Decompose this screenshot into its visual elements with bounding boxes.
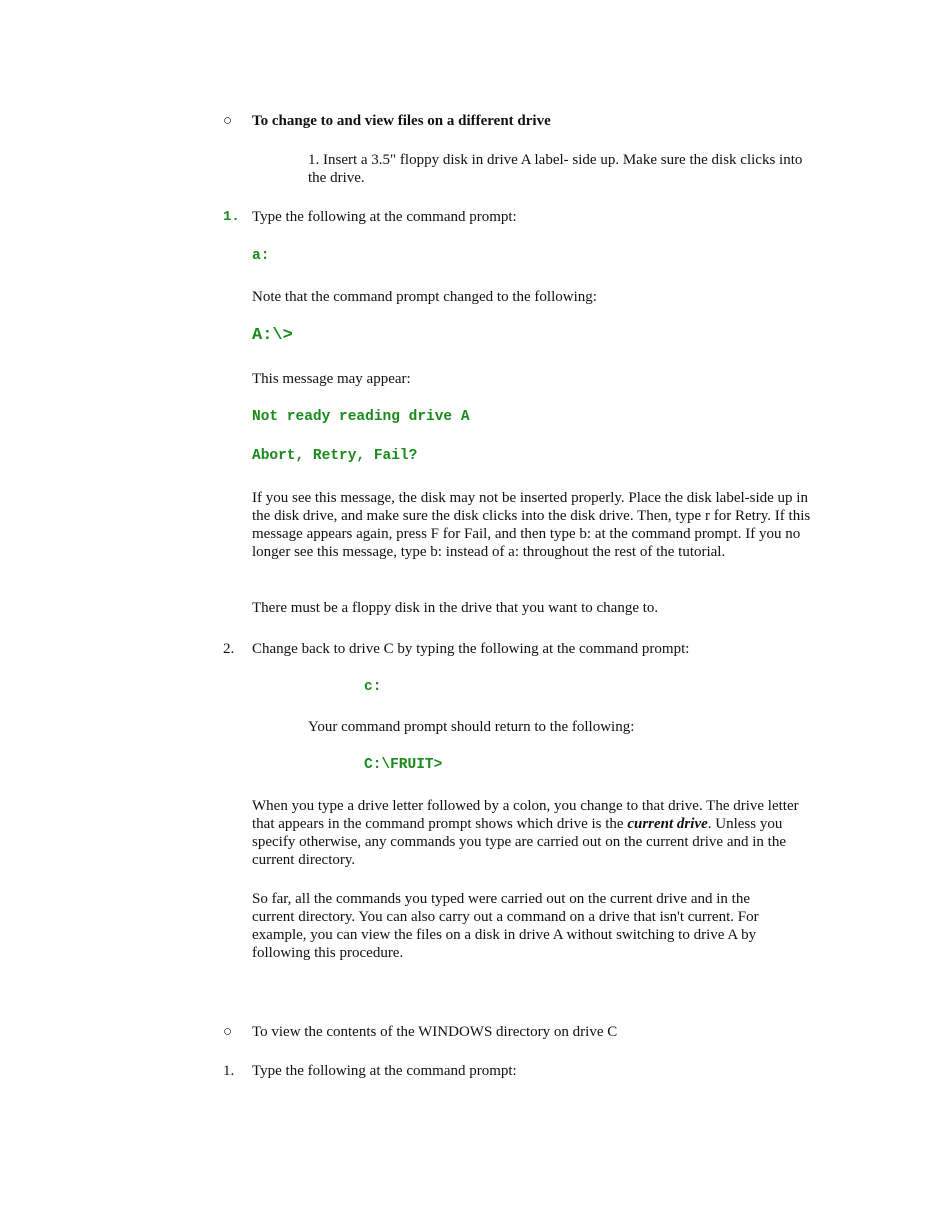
- step-text: Change back to drive C by typing the following at the command prompt:: [252, 641, 690, 657]
- bullet-circle: ○: [223, 113, 233, 129]
- message-intro: This message may appear:: [252, 371, 411, 387]
- note-text: Note that the command prompt changed to the following:: [252, 289, 597, 305]
- paragraph-text: When you type a drive letter followed by a colon, you change to that drive. The drive letter that appears in the command prompt shows which drive is the: [252, 798, 799, 832]
- prompt-result: C:\FRUIT>: [364, 757, 443, 773]
- drive-explanation-paragraph: [252, 797, 814, 869]
- step-text: Type the following at the command prompt:: [252, 209, 517, 225]
- explanation-paragraph: If you see this message, the disk may not be inserted properly. Place the disk label-side up in the disk drive, and make sure the disk clicks into the disk drive. Then, type r for Retry. If this message appears again, press F for Fail, and then type b: at the command prompt. If you no longer see this message, type b: instead of a: throughout the rest of the tutorial.: [252, 490, 811, 560]
- step-text: Type the following at the command prompt:: [252, 1063, 517, 1079]
- section-heading: To view the contents of the WINDOWS directory on drive C: [252, 1024, 618, 1040]
- so-far-paragraph: So far, all the commands you typed were carried out on the current drive and in the current directory. You can also carry out a command on a drive that isn't current. For example, you can view the files on a disk in drive A without switching to drive A by following this procedure.: [252, 891, 759, 961]
- return-note: Your command prompt should return to the following:: [308, 719, 635, 735]
- sub-step-text: 1. Insert a 3.5" floppy disk in drive A label- side up. Make sure the disk clicks into the drive.: [308, 152, 803, 186]
- error-message-line1: Not ready reading drive A: [252, 409, 470, 425]
- command-text: c:: [364, 679, 382, 695]
- command-text: a:: [252, 248, 270, 264]
- step-number: 2.: [223, 641, 235, 657]
- current-drive-term: current drive: [627, 816, 708, 832]
- paragraph-text: . Unless you specify otherwise, any commands you type are carried out on the current drive and in the current directory.: [252, 816, 786, 868]
- bullet-circle: ○: [223, 1024, 233, 1040]
- prompt-result: A:\>: [252, 326, 293, 345]
- floppy-note: There must be a floppy disk in the drive that you want to change to.: [252, 600, 659, 616]
- section-heading: To change to and view files on a different drive: [252, 113, 551, 129]
- error-message-line2: Abort, Retry, Fail?: [252, 448, 418, 464]
- step-number: 1.: [223, 1063, 235, 1079]
- step-number: 1.: [223, 209, 240, 225]
